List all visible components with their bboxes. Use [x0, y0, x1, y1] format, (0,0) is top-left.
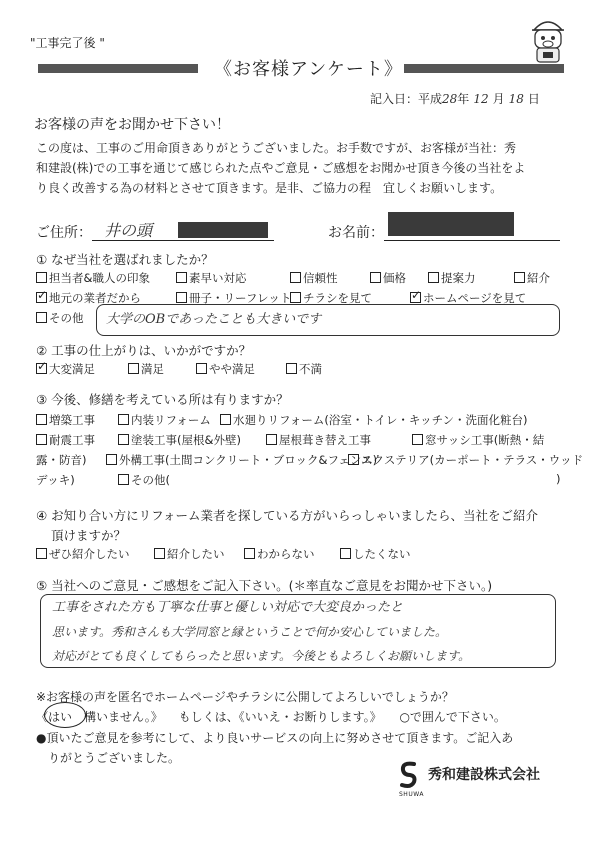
q3-option[interactable]: 内装リフォーム — [118, 412, 211, 428]
q1-option[interactable]: 提案力 — [428, 270, 476, 286]
q1-title: ① なぜ当社を選ばれましたか？ — [36, 252, 214, 267]
q3-option-other[interactable]: その他( — [118, 472, 170, 488]
company-name: 秀和建設株式会社 — [428, 767, 540, 783]
thanks-text: ●頂いたご意見を参考にして、より良いサービスの向上に努めさせて頂きます。ご記入あ りがとうございました。 — [36, 731, 514, 765]
publish-options — [36, 708, 506, 725]
document-tag: "工事完了後 " — [30, 36, 105, 50]
q5-title: ⑤ 当社へのご意見・ご感想をご記入下さい。(＊率直なご意見をお聞かせ下さい。) — [36, 578, 493, 593]
q3-continuation: 露・防音) — [36, 453, 87, 467]
q3-option[interactable]: エクステリア(カーポート・テラス・ウッド — [348, 452, 583, 468]
publish-instruction: ○で囲んで下さい。 — [399, 710, 506, 724]
company-logo-text: SHUWA — [399, 791, 424, 798]
q2-option-checked[interactable]: ✓大変満足 — [36, 361, 95, 377]
title-bar-right — [404, 64, 564, 73]
q4-option[interactable]: したくない — [340, 546, 411, 562]
q4-option[interactable]: わからない — [244, 546, 315, 562]
q2-option[interactable]: 満足 — [128, 361, 164, 377]
q2-option[interactable]: やや満足 — [196, 361, 255, 377]
entry-date: 記入日：平成28年 12 月 18 日 — [370, 92, 540, 106]
q3-title: ③ 今後、修繕を考えている所は有りますか？ — [36, 392, 289, 407]
publish-question: ※お客様の声を匿名でホームページやチラシに公開してよろしいでしょうか？ — [36, 690, 454, 704]
q4-option[interactable]: ぜひ紹介したい — [36, 546, 130, 562]
name-underline — [384, 240, 560, 241]
publish-yes-option[interactable]: 《はい 構いません。》 — [36, 710, 163, 724]
q1-option-checked[interactable]: ✓ ホームページを見て — [410, 290, 526, 306]
q1-option[interactable]: 紹介 — [514, 270, 550, 286]
date-day: 18 — [508, 92, 524, 106]
q1-option[interactable]: 素早い対応 — [176, 270, 247, 286]
date-month: 12 — [473, 92, 489, 106]
q4-title: ④ お知り合い方にリフォーム業者を探している方がいらっしゃいましたら、当社をご紹介 頂けますか？ — [36, 508, 539, 543]
q3-continuation: デッキ) — [36, 473, 75, 487]
publish-yes-circle — [44, 702, 86, 728]
q1-option-other[interactable]: その他 — [36, 310, 84, 326]
q3-option[interactable]: 窓サッシ工事(断熱・結 — [412, 432, 544, 448]
q3-option[interactable]: 外構工事(土間コンクリート・ブロック&フェンス) — [106, 452, 377, 468]
page-title: 《お客様アンケート》 — [214, 59, 403, 80]
date-year: 28 — [442, 92, 458, 106]
name-label: お名前： — [328, 225, 384, 241]
q1-option[interactable]: 信頼性 — [290, 270, 338, 286]
mascot-illustration — [526, 14, 570, 64]
q3-option[interactable]: 屋根葺き替え工事 — [266, 432, 371, 448]
address-value: 井の頭 — [104, 221, 153, 240]
intro-text: この度は、工事のご用命頂きありがとうございました。お手数ですが、お客様が当社：秀 和建設(株)での工事を通じて感じられた点やご意見・ご感想をお聞かせ頂き今後の当社をよ り良く改善する為の材料とさせて頂きます。是非、ご協力の程 宜しくお願いします。 — [36, 141, 526, 195]
q1-other-answer: 大学のOBであったことも大きいです — [106, 312, 322, 327]
q1-option[interactable]: 担当者&職人の印象 — [36, 270, 150, 286]
publish-no-option[interactable]: もしくは、《いいえ・お断りします。》 — [178, 710, 382, 724]
q3-option[interactable]: 塗装工事(屋根&外壁) — [118, 432, 241, 448]
q1-option[interactable]: 価格 — [370, 270, 406, 286]
q3-other-close: ) — [556, 472, 561, 486]
q2-option[interactable]: 不満 — [286, 361, 322, 377]
q3-option[interactable]: 増築工事 — [36, 412, 95, 428]
q2-title: ② 工事の仕上がりは、いかがですか？ — [36, 343, 252, 358]
greeting-heading: お客様の声をお聞かせ下さい！ — [34, 117, 230, 133]
q5-answer: 工事をされた方も丁寧な仕事と優しい対応で大変良かったと 思います。秀和さんも大学同窓と縁ということで何か安心していました。 対応がとても良くしてもらったと思います。今後ともよろしくお願いします。 — [52, 600, 471, 663]
address-label: ご住所： — [36, 225, 92, 241]
q1-option-checked[interactable]: ✓地元の業者だから — [36, 290, 141, 306]
q3-option[interactable]: 水廻りリフォーム(浴室・トイレ・キッチン・洗面化粧台) — [220, 412, 528, 428]
name-redaction — [388, 212, 514, 236]
q1-option[interactable]: チラシを見て — [290, 290, 372, 306]
title-bar-left — [38, 64, 198, 73]
address-redaction — [178, 222, 268, 238]
q1-option[interactable]: 冊子・リーフレット — [176, 290, 291, 306]
q3-option[interactable]: 耐震工事 — [36, 432, 95, 448]
company-logo-icon — [398, 760, 420, 790]
q4-option[interactable]: 紹介したい — [154, 546, 225, 562]
